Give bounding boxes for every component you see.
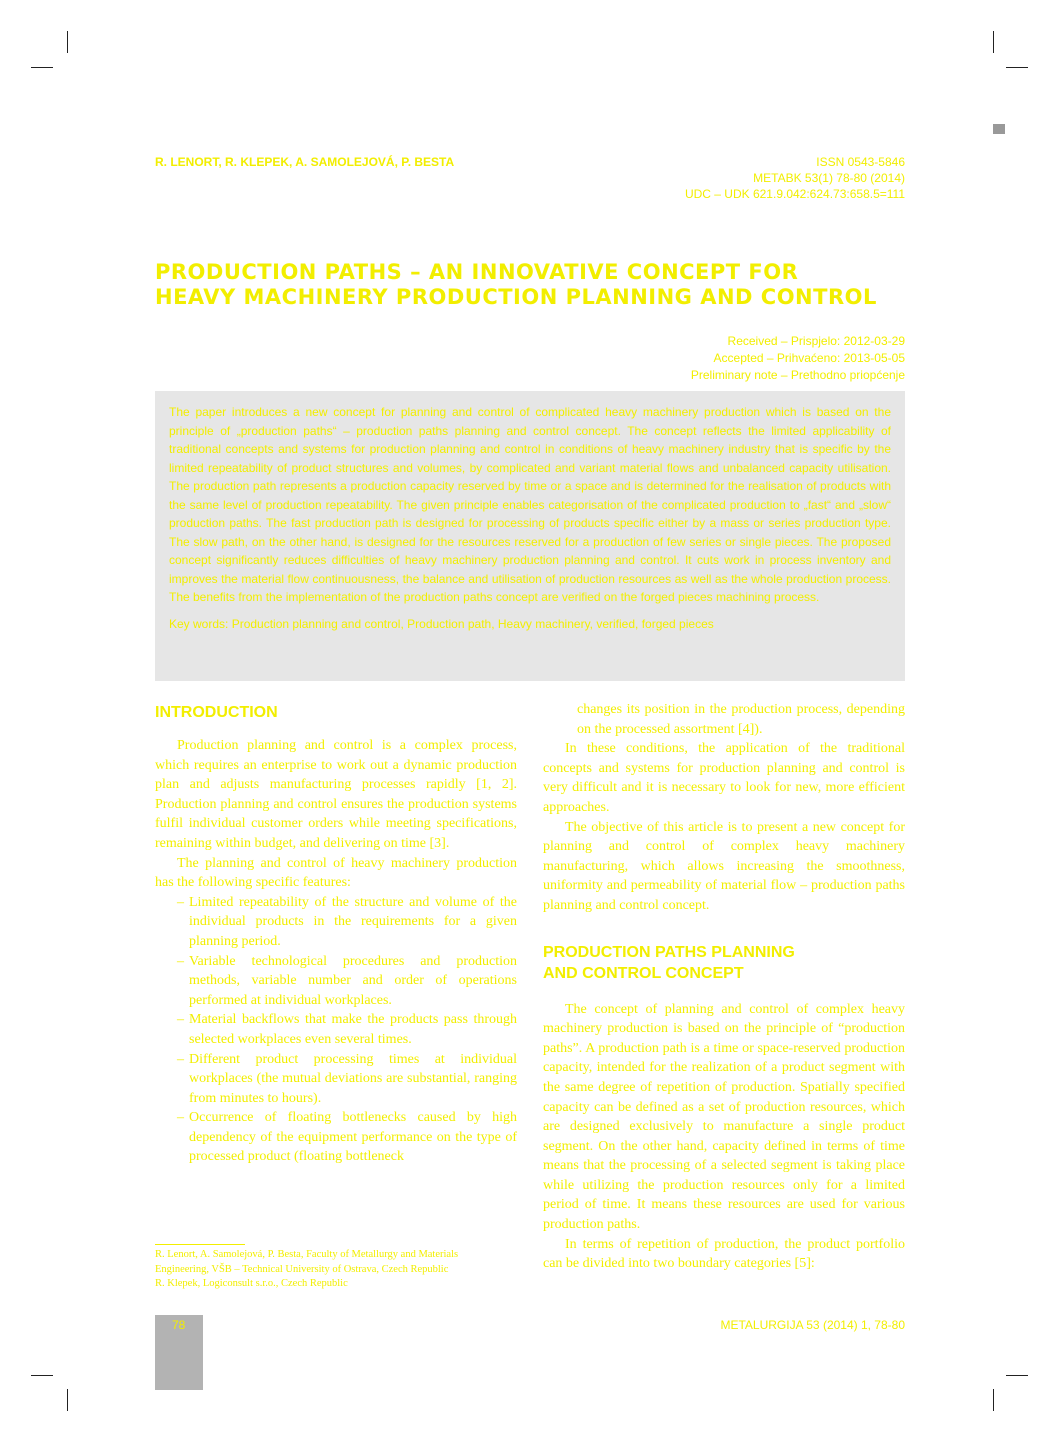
title-line-2: HEAVY MACHINERY PRODUCTION PLANNING AND CONTROL [155,285,877,309]
paragraph: Production planning and control is a complex process, which requires an enterprise to work out a dynamic production plan and adjusts manufacturing processes rapidly [1, 2]. Production planning and control ensures the production systems fulfil individual customer orders while meeting specifications, remaining within budget, and delivering on time [3]. [155,738,517,851]
paper-type: Preliminary note – Prethodno priopćenje [690,368,905,382]
section-heading-line-2: AND CONTROL CONCEPT [543,964,744,982]
crop-mark [993,1389,994,1411]
footnote-rule [155,1244,245,1245]
list-item: – Different product processing times at individual workplaces (the mutual deviations are substantial, ranging from minutes to hours). [155,1050,517,1109]
accepted-date: Accepted – Prihvaćeno: 2013-05-05 [713,351,905,365]
page-number: 78 [172,1318,186,1332]
crop-mark [67,1389,68,1411]
keywords: Key words: Production planning and control, Production path, Heavy machinery, verified, forged pieces [169,616,714,631]
author-affiliations [155,1248,525,1292]
section-heading-line-1: PRODUCTION PATHS PLANNING [543,943,795,961]
list-item: – Variable technological procedures and production methods, variable number and order of operations performed at individual workplaces. [155,952,517,1011]
list-item: – Limited repeatability of the structure and volume of the individual products in the requirements for a given planning period. [155,893,517,952]
paper-title [155,260,915,310]
affiliation-line: R. Klepek, Logiconsult s.r.o., Czech Republic [155,1278,348,1289]
udc: UDC – UDK 621.9.042:624.73:658.5=111 [684,187,905,201]
crop-mark [993,31,994,53]
abstract-text: The paper introduces a new concept for planning and control of complicated heavy machinery production which is based on the principle of „production paths“ – production paths planning and control concept. The concept reflects the limited applicability of traditional concepts and systems for production planning and control in conditions of heavy machinery industry that is specific by the limited repeatability of product structures and volumes, by complicated and variant material flows and unbalanced capacity utilisation. The production path represents a production capacity reserved by time or a space and is determined for the realisation of products with the same level of production repeatability. The given principle enables categorisation of the complicated production to „fast“ and „slow“ production paths. The fast production path is designed for processing of products specific either by a mass or series production type. The slow path, on the other hand, is designed for the resources reserved for a production of few series or single pieces. The proposed concept significantly reduces difficulties of heavy machinery production planning and control. It cuts work in process inventory and improves the material flow continuousness, the balance and utilisation of production resources as well as the whole production process. The benefits from the implementation of the production paths concept are verified on the forged pieces machining process. [169,405,891,604]
paragraph: The objective of this article is to present a new concept for planning and control of complex heavy machinery manufacturing, which allows increasing the smoothness, uniformity and permeability of material flow – production paths planning and control concept. [543,819,905,913]
metabk: METABK 53(1) 78-80 (2014) [753,171,905,185]
dates-block [691,333,905,384]
crop-mark [31,67,53,68]
issn: ISSN 0543-5846 [816,155,905,169]
affiliation-line: Engineering, VŠB – Technical University of Ostrava, Czech Republic [155,1263,449,1275]
journal-ids [685,154,905,202]
journal-footer: METALURGIJA 53 (2014) 1, 78-80 [720,1318,905,1332]
running-authors: R. LENORT, R. KLEPEK, A. SAMOLEJOVÁ, P. BESTA [155,155,455,169]
title-line-1: PRODUCTION PATHS – AN INNOVATIVE CONCEPT FOR [155,260,799,284]
crop-mark [1006,67,1028,68]
crop-mark [67,31,68,53]
received-date: Received – Prispjelo: 2012-03-29 [727,334,905,348]
list-item-continuation: changes its position in the production process, depending on the processed assortment [4]). [577,702,905,737]
list-item: – Material backflows that make the products pass through selected workplaces even several times. [155,1010,517,1049]
introduction-heading: INTRODUCTION [155,704,278,721]
list-item: – Occurrence of floating bottlenecks caused by high dependency of the equipment performance on the type of processed product (floating bottleneck [155,1108,517,1167]
paragraph: In these conditions, the application of the traditional concepts and systems for production planning and control is very difficult and it is necessary to look for new, more efficient approaches. [543,741,905,815]
paragraph: The concept of planning and control of complex heavy machinery production is based on the principle of “production paths”. A production path is a time or space-reserved production capacity, intended for the realization of a product segment with the same degree of repetition of production. Spatially specified capacity can be defined as a set of production resources, which are designed exclusively to manufacture a single product segment. On the other hand, capacity defined in terms of time means that the processing of a selected segment is taking place while utilizing the production resources only for a limited period of time. It means these resources are used for various production paths. [543,1001,905,1233]
crop-mark [31,1375,53,1376]
abstract-box [155,391,905,681]
affiliation-line: R. Lenort, A. Samolejová, P. Besta, Faculty of Metallurgy and Materials [155,1249,459,1260]
crop-mark [1006,1375,1028,1376]
paragraph: In terms of repetition of production, the product portfolio can be divided into two boundary categories [5]: [543,1236,905,1272]
feature-list [155,893,517,1167]
corner-square-mark [993,124,1005,134]
section-heading [543,942,905,984]
left-column [155,702,517,1167]
right-column [543,700,905,1274]
paragraph: The planning and control of heavy machinery production has the following specific features: [155,855,517,891]
